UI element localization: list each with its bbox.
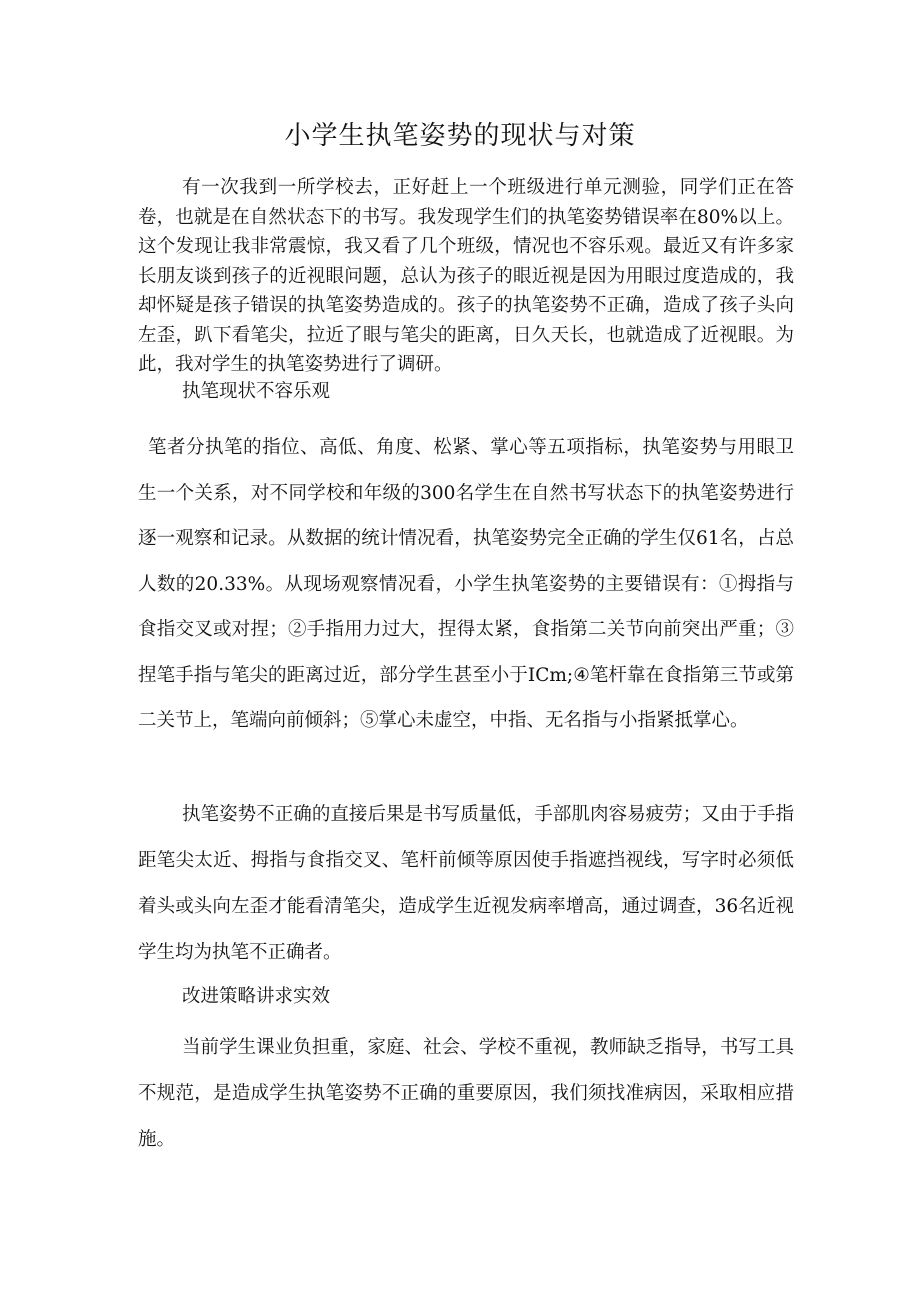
strategy-paragraph: 当前学生课业负担重，家庭、社会、学校不重视，教师缺乏指导，书写工具不规范，是造成学生执笔姿势不正确的重要原因，我们须找准病因，采取相应措施。 [138,1037,794,1150]
status-paragraph: 笔者分执笔的指位、高低、角度、松紧、掌心等五项指标，执笔姿势与用眼卫生一个关系，对不同学校和年级的300名学生在自然书写状态下的执笔姿势进行逐一观察和记录。从数据的统计情况看，执笔姿势完全正确的学生仅61名，占总人数的20.33%。从现场观察情况看，小学生执笔姿势的主要错误有：①拇指与食指交叉或对捏；②手指用力过大，捏得太紧，食指第二关节向前突出严重；③捏笔手指与笔尖的距离过近，部分学生甚至小于ICm;④笔杆靠在食指第三节或第二关节上，笔端向前倾斜；⑤掌心未虚空，中指、无名指与小指紧抵掌心。 [138,437,794,731]
consequence-paragraph: 执笔姿势不正确的直接后果是书写质量低，手部肌肉容易疲劳；又由于手指距笔尖太近、拇指与食指交叉、笔杆前倾等原因使手指遮挡视线，写字时必须低着头或头向左歪才能看清笔尖，造成学生近视发病率增高，通过调查，36名近视学生均为执笔不正确者。 [138,804,794,963]
intro-paragraph: 有一次我到一所学校去，正好赶上一个班级进行单元测验，同学们正在答卷，也就是在自然状态下的书写。我发现学生们的执笔姿势错误率在80%以上。这个发现让我非常震惊，我又看了几个班级，情况也不容乐观。最近又有许多家长朋友谈到孩子的近视眼问题，总认为孩子的眼近视是因为用眼过度造成的，我却怀疑是孩子错误的执笔姿势造成的。孩子的执笔姿势不正确，造成了孩子头向左歪，趴下看笔尖，拉近了眼与笔尖的距离，日久天长，也就造成了近视眼。为此，我对学生的执笔姿势进行了调研。 [138,177,794,375]
section-heading-strategy: 改进策略讲求实效 [182,986,331,1007]
document-title: 小学生执笔姿势的现状与对策 [284,121,636,151]
section-heading-status: 执笔现状不容乐观 [182,381,331,402]
